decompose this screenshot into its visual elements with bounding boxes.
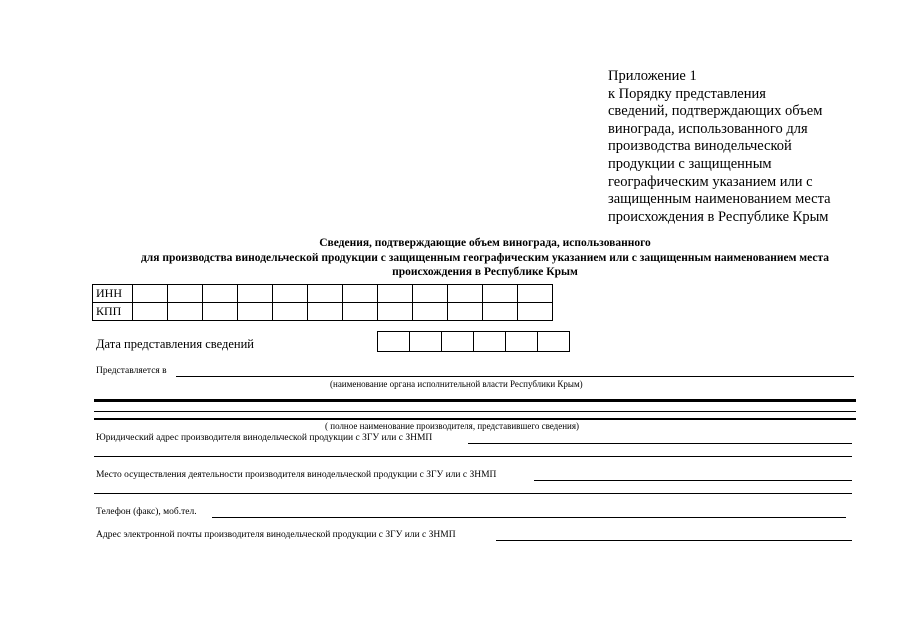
email-label: Адрес электронной почты производителя винодельческой продукции с ЗГУ или с ЗНМП: [96, 530, 456, 540]
date-cell[interactable]: [506, 332, 538, 352]
annex-line: географическим указанием или с: [608, 173, 813, 190]
annex-line: Приложение 1: [608, 68, 697, 84]
date-cell[interactable]: [474, 332, 506, 352]
annex-line: защищенным наименованием места: [608, 191, 831, 208]
kpp-cell[interactable]: [273, 303, 308, 321]
legal-address-label: Юридический адрес производителя винодельческой продукции с ЗГУ или с ЗНМП: [96, 433, 433, 443]
kpp-cell[interactable]: [308, 303, 343, 321]
producer-caption: ( полное наименование производителя, представившего сведения): [325, 421, 579, 431]
submitted-to-caption: (наименование органа исполнительной власти Республики Крым): [330, 379, 583, 389]
annex-line: сведений, подтверждающих объем: [608, 103, 823, 120]
kpp-cell[interactable]: [378, 303, 413, 321]
inn-cell[interactable]: [448, 285, 483, 303]
date-cell[interactable]: [442, 332, 474, 352]
annex-line: продукции с защищенным: [608, 155, 772, 172]
kpp-cell[interactable]: [238, 303, 273, 321]
date-grid: [377, 331, 570, 352]
title-line: для производства винодельческой продукции с защищенным географическим указанием или с защищенным наименованием места: [140, 251, 830, 264]
phone-field[interactable]: [212, 517, 846, 518]
inn-cell[interactable]: [133, 285, 168, 303]
activity-place-label: Место осуществления деятельности производителя винодельческой продукции с ЗГУ или с ЗНМП: [96, 470, 497, 480]
divider-line: [94, 418, 856, 420]
inn-label: ИНН: [93, 285, 133, 303]
inn-row: [93, 285, 553, 303]
inn-cell[interactable]: [273, 285, 308, 303]
phone-label: Телефон (факс), моб.тел.: [96, 507, 197, 517]
inn-cell[interactable]: [343, 285, 378, 303]
kpp-cell[interactable]: [168, 303, 203, 321]
activity-place-field[interactable]: [534, 480, 852, 481]
kpp-cell[interactable]: [448, 303, 483, 321]
kpp-cell[interactable]: [518, 303, 553, 321]
date-cell[interactable]: [378, 332, 410, 352]
document-title: [60, 236, 905, 280]
email-field[interactable]: [496, 540, 852, 541]
inn-cell[interactable]: [413, 285, 448, 303]
date-row: [378, 332, 570, 352]
annex-line: производства винодельческой: [608, 138, 792, 155]
inn-cell[interactable]: [168, 285, 203, 303]
annex-line: к Порядку представления: [608, 85, 766, 102]
annex-line: винограда, использованного для: [608, 120, 808, 137]
submitted-to-label: Представляется в: [96, 366, 167, 376]
kpp-cell[interactable]: [483, 303, 518, 321]
inn-cell[interactable]: [238, 285, 273, 303]
annex-line: происхождения в Республике Крым: [608, 208, 829, 225]
legal-address-field[interactable]: [468, 443, 852, 444]
legal-address-field-continued[interactable]: [94, 456, 852, 457]
inn-cell[interactable]: [203, 285, 238, 303]
kpp-row: [93, 303, 553, 321]
kpp-cell[interactable]: [133, 303, 168, 321]
inn-kpp-grid: [92, 284, 553, 321]
inn-cell[interactable]: [308, 285, 343, 303]
kpp-cell[interactable]: [203, 303, 238, 321]
inn-cell[interactable]: [483, 285, 518, 303]
submitted-to-field[interactable]: [176, 376, 854, 377]
divider-line: [94, 399, 856, 402]
title-line: Сведения, подтверждающие объем винограда, использованного: [319, 237, 651, 249]
producer-name-field[interactable]: [94, 411, 856, 412]
kpp-label: КПП: [93, 303, 133, 321]
inn-cell[interactable]: [518, 285, 553, 303]
annex-header: [608, 68, 878, 226]
title-line: происхождения в Республике Крым: [392, 266, 578, 278]
date-label: Дата представления сведений: [96, 337, 254, 351]
inn-cell[interactable]: [378, 285, 413, 303]
date-cell[interactable]: [410, 332, 442, 352]
date-cell[interactable]: [538, 332, 570, 352]
activity-place-field-continued[interactable]: [94, 493, 852, 494]
kpp-cell[interactable]: [343, 303, 378, 321]
kpp-cell[interactable]: [413, 303, 448, 321]
